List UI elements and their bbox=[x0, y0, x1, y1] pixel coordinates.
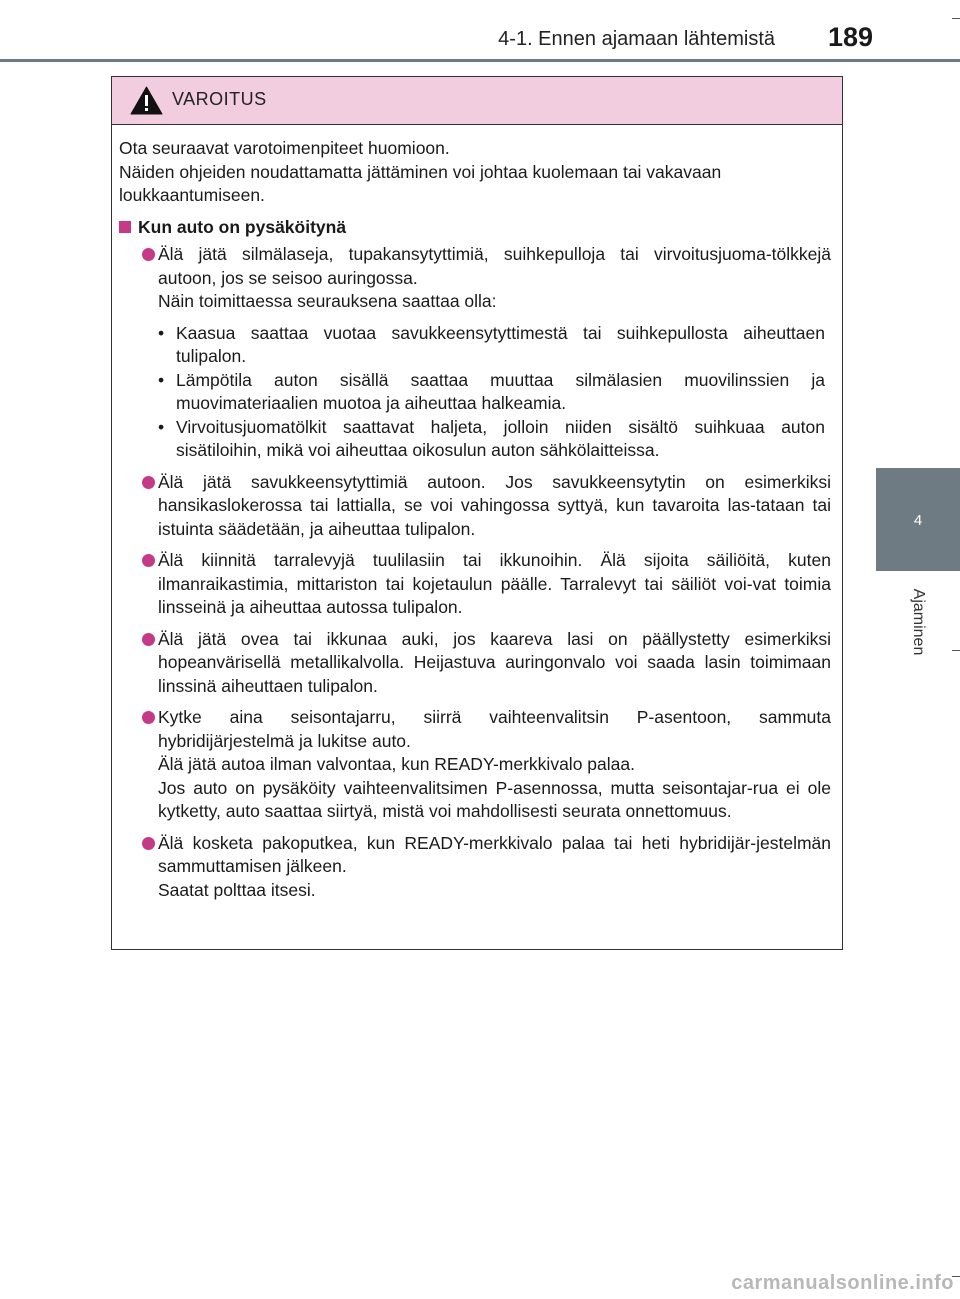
intro-line: Ota seuraavat varotoimenpiteet huomioon. bbox=[119, 138, 450, 158]
warning-title: VAROITUS bbox=[172, 89, 267, 109]
warning-header bbox=[112, 77, 842, 125]
intro-line: Näiden ohjeiden noudattamatta jättäminen voi johtaa kuolemaan tai vakavaan loukkaantumiseen. bbox=[119, 161, 722, 205]
round-bullet-icon bbox=[142, 711, 155, 724]
warning-item bbox=[119, 471, 831, 542]
item-paragraph: Älä jätä silmälaseja, tupakansytyttimiä, suihkepulloja tai virvoitusjuoma-tölkkejä autoon, jos se seisoo auringossa. bbox=[158, 244, 831, 288]
sub-list bbox=[158, 322, 831, 463]
round-bullet-icon bbox=[142, 476, 155, 489]
warning-item bbox=[119, 706, 831, 824]
round-bullet-icon bbox=[142, 248, 155, 261]
warning-item bbox=[119, 549, 831, 620]
round-bullet-icon bbox=[142, 837, 155, 850]
warning-items bbox=[119, 243, 831, 902]
page-number: 189 bbox=[828, 22, 874, 52]
section-heading bbox=[119, 216, 831, 240]
item-paragraph: Älä jätä ovea tai ikkunaa auki, jos kaareva lasi on päällystetty esimerkiksi hopeanvärisellä metallikalvolla. Heijastuva auringonvalo voi saada lasin toimimaan linssinä aiheuttaen tulipalon. bbox=[158, 628, 831, 696]
item-paragraph: Älä jätä autoa ilman valvontaa, kun READY-merkkivalo palaa. bbox=[158, 754, 635, 774]
item-paragraph: Älä kosketa pakoputkea, kun READY-merkkivalo palaa tai heti hybridijär-jestelmän sammuttamisen jälkeen. bbox=[158, 832, 831, 876]
warning-item bbox=[119, 243, 831, 463]
chapter-number: 4 bbox=[913, 512, 923, 529]
item-paragraph: Saatat polttaa itsesi. bbox=[158, 879, 316, 900]
item-paragraph: Jos auto on pysäköity vaihteenvalitsimen P-asennossa, mutta seisontajar-rua ei ole kytketty, auto saattaa siirtyä, mistä voi mahdollisesti seurata onnettomuus. bbox=[158, 777, 831, 821]
chapter-tab bbox=[876, 468, 960, 571]
sub-item: • Lämpötila auton sisällä saattaa muuttaa silmälasien muovilinssien ja muovimateriaalien muotoa ja aiheuttaa halkeamia. bbox=[158, 369, 825, 416]
sub-item: • Kaasua saattaa vuotaa savukkeensytyttimestä tai suihkepullosta aiheuttaen tulipalon. bbox=[158, 322, 825, 369]
item-paragraph: Näin toimittaessa seurauksena saattaa olla: bbox=[158, 291, 497, 311]
header-rule bbox=[0, 59, 960, 62]
item-paragraph: Älä jätä savukkeensytyttimiä autoon. Jos savukkeensytytin on esimerkiksi hansikaslokerossa tai lattialla, se voi vahingossa syttyä, kun tavaroita las-tataan tai istuinta säädetään, ja aiheuttaa tulipalon. bbox=[158, 471, 831, 539]
item-paragraph: Kytke aina seisontajarru, siirrä vaihteenvalitsin P-asentoon, sammuta hybridijärjestelmä ja lukitse auto. bbox=[158, 707, 831, 751]
warning-item bbox=[119, 832, 831, 903]
item-paragraph: Älä kiinnitä tarralevyjä tuulilasiin tai ikkunoihin. Älä sijoita säiliöitä, kuten ilmanraikastimia, mittariston tai kojetaulun päälle. Tarralevyt tai säiliöt voi-vat toimia linsseinä ja aiheuttaa autossa tulipalon. bbox=[158, 550, 831, 617]
header-section-title: 4-1. Ennen ajamaan lähtemistä bbox=[498, 28, 775, 50]
round-bullet-icon bbox=[142, 554, 155, 567]
crop-mark bbox=[952, 18, 960, 19]
sub-item: • Virvoitusjuomatölkit saattavat haljeta, jolloin niiden sisältö suihkuaa auton sisätiloihin, mikä voi aiheuttaa oikosulun auton sähkölaitteissa. bbox=[158, 416, 825, 463]
square-bullet-icon bbox=[119, 221, 131, 233]
warning-triangle-icon bbox=[130, 86, 163, 115]
warning-intro bbox=[119, 137, 831, 208]
chapter-label: Ajaminen bbox=[910, 588, 927, 656]
crop-mark bbox=[952, 650, 960, 651]
round-bullet-icon bbox=[142, 633, 155, 646]
warning-box bbox=[111, 76, 843, 950]
warning-item bbox=[119, 628, 831, 699]
watermark: carmanualsonline.info bbox=[731, 1272, 954, 1294]
section-heading-text: Kun auto on pysäköitynä bbox=[138, 216, 347, 237]
warning-content bbox=[112, 125, 842, 902]
